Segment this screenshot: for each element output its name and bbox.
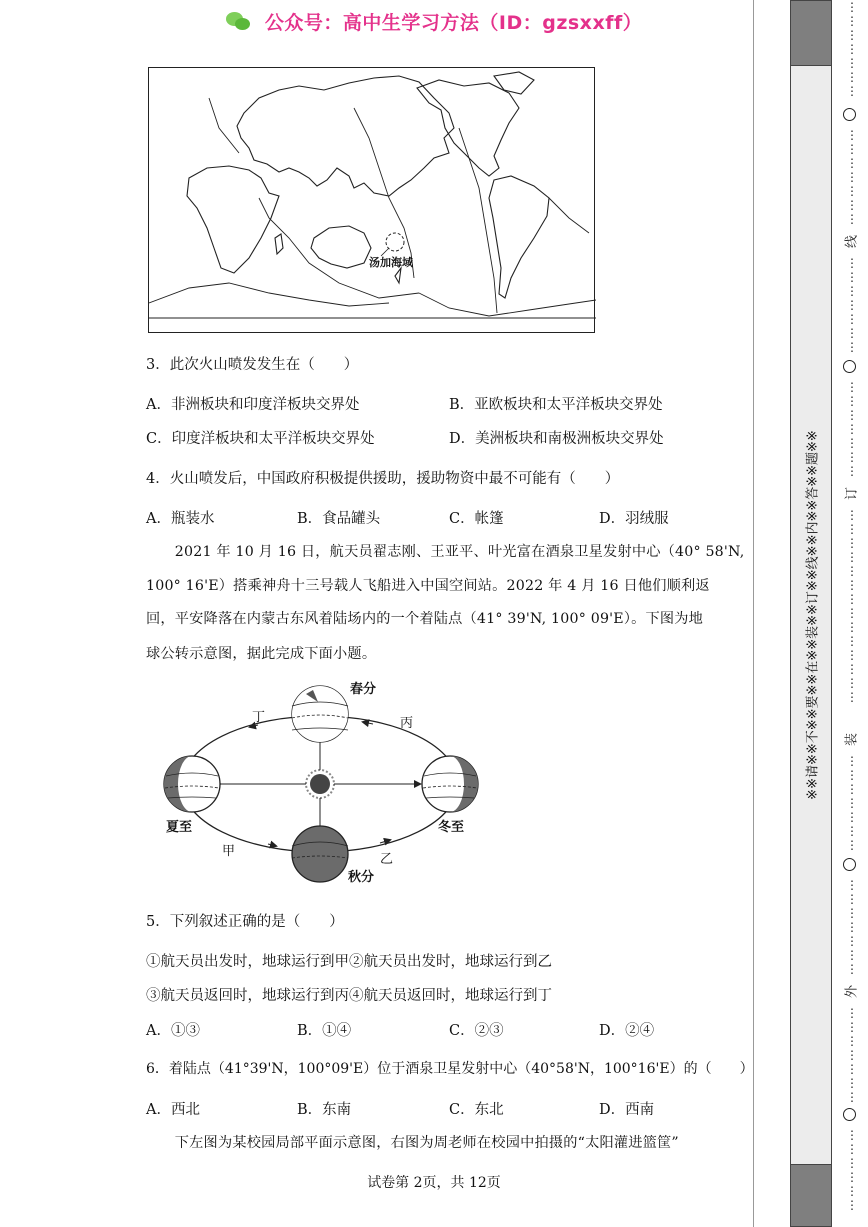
page-footer: 试卷第 2页，共 12页 <box>367 1175 501 1191</box>
q6-stem: 6．着陆点（41°39'N，100°09'E）位于酒泉卫星发射中心（40°58'N，100°16'E）的（ ） <box>146 1061 754 1077</box>
tonga-label: 汤加海域 <box>369 256 413 269</box>
binding-circle-1 <box>843 108 856 121</box>
q3-option-a[interactable]: A．非洲板块和印度洋板块交界处 <box>146 397 360 413</box>
binding-char-zhuang: 装 <box>844 733 860 747</box>
passage-line-4: 球公转示意图，据此完成下面小题。 <box>146 646 377 662</box>
q5-option-b[interactable]: B．①④ <box>297 1023 352 1039</box>
earth-autumn <box>292 826 348 882</box>
seal-strip-bottom <box>790 1164 832 1227</box>
binding-circle-2 <box>843 360 856 373</box>
binding-line <box>838 0 866 1227</box>
q5-option-c[interactable]: C．②③ <box>449 1023 504 1039</box>
q3-option-b[interactable]: B．亚欧板块和太平洋板块交界处 <box>449 397 663 413</box>
dots-4: ⋮ ⋮ ⋮ ⋮ ⋮ ⋮ ⋮ <box>846 380 858 478</box>
next-passage: 下左图为某校园局部平面示意图，右图为周老师在校园中拍摄的“太阳灌进篮筐” <box>146 1135 679 1151</box>
earth-orbit-diagram <box>158 676 484 886</box>
q5-statement-1: ①航天员出发时，地球运行到甲②航天员出发时，地球运行到乙 <box>146 954 552 970</box>
q5-statement-2: ③航天员返回时，地球运行到丙④航天员返回时，地球运行到丁 <box>146 988 552 1004</box>
binding-circle-4 <box>843 1108 856 1121</box>
label-summer: 夏至 <box>166 820 193 835</box>
no-answer-warning: ※※请※※不※※要※※在※※装※※订※※线※※内※※答※※题※※ <box>805 430 821 800</box>
earth-winter <box>422 756 478 812</box>
page-edge-line <box>753 0 754 1227</box>
orbit-drawing <box>158 676 484 886</box>
dots-9: ⋮ ⋮ ⋮ ⋮ ⋮ ⋮ <box>846 1128 858 1212</box>
dots-7: ⋮ ⋮ ⋮ ⋮ ⋮ ⋮ ⋮ <box>846 878 858 976</box>
dots-1: ⋮ ⋮ ⋮ ⋮ ⋮ ⋮ ⋮ <box>846 0 858 98</box>
earth-spring <box>292 686 348 742</box>
passage-line-3: 回，平安降落在内蒙古东风着陆场内的一个着陆点（41° 39'N, 100° 09'E）。下图为地 <box>146 611 704 627</box>
q5-stem: 5．下列叙述正确的是（ ） <box>146 914 344 930</box>
q5-option-d[interactable]: D．②④ <box>599 1023 655 1039</box>
dots-8: ⋮ ⋮ ⋮ ⋮ ⋮ ⋮ ⋮ <box>846 1006 858 1104</box>
label-jia: 甲 <box>222 844 236 859</box>
label-yi: 乙 <box>380 852 394 867</box>
q4-option-b[interactable]: B．食品罐头 <box>297 511 381 527</box>
dots-6: ⋮ ⋮ ⋮ ⋮ ⋮ ⋮ ⋮ <box>846 754 858 852</box>
wechat-icon <box>226 11 252 33</box>
label-bing: 丙 <box>400 716 414 731</box>
q6-option-b[interactable]: B．东南 <box>297 1102 352 1118</box>
map-drawing <box>149 68 596 334</box>
binding-char-ding: 订 <box>844 487 860 501</box>
q3-option-d[interactable]: D．美洲板块和南极洲板块交界处 <box>449 431 664 447</box>
label-winter: 冬至 <box>438 820 465 835</box>
label-spring: 春分 <box>350 682 377 697</box>
binding-char-wai: 外 <box>844 985 860 999</box>
q3-stem: 3．此次火山喷发发生在（ ） <box>146 357 359 373</box>
seal-strip-top <box>790 0 832 66</box>
q6-option-c[interactable]: C．东北 <box>449 1102 504 1118</box>
q4-option-c[interactable]: C．帐篷 <box>449 511 504 527</box>
label-autumn: 秋分 <box>348 870 375 885</box>
dots-5: ⋮ ⋮ ⋮ ⋮ ⋮ ⋮ ⋮ ⋮ ⋮ ⋮ ⋮ ⋮ ⋮ ⋮ <box>846 508 858 704</box>
header-banner <box>0 8 868 40</box>
q6-option-d[interactable]: D．西南 <box>599 1102 655 1118</box>
q5-option-a[interactable]: A．①③ <box>146 1023 200 1039</box>
q4-option-d[interactable]: D．羽绒服 <box>599 511 669 527</box>
dots-2: ⋮ ⋮ ⋮ ⋮ ⋮ ⋮ ⋮ <box>846 128 858 226</box>
passage-line-2: 100° 16'E）搭乘神舟十三号载人飞船进入中国空间站。2022 年 4 月 16 日他们顺利返 <box>146 578 710 594</box>
q4-stem: 4．火山喷发后，中国政府积极提供援助，援助物资中最不可能有（ ） <box>146 471 620 487</box>
q4-option-a[interactable]: A．瓶装水 <box>146 511 215 527</box>
seal-strip <box>790 0 832 1227</box>
world-plate-map <box>148 67 595 333</box>
header-text: 公众号：高中生学习方法（ID：gzsxxff） <box>264 12 643 34</box>
q6-option-a[interactable]: A．西北 <box>146 1102 200 1118</box>
q3-option-c[interactable]: C．印度洋板块和太平洋板块交界处 <box>146 431 375 447</box>
binding-char-xian: 线 <box>844 235 860 249</box>
dots-3: ⋮ ⋮ ⋮ ⋮ ⋮ ⋮ ⋮ <box>846 256 858 354</box>
earth-summer <box>164 756 220 812</box>
label-ding: 丁 <box>252 710 266 725</box>
passage-line-1: 2021 年 10 月 16 日，航天员翟志刚、王亚平、叶光富在酒泉卫星发射中心（40° 58'N, <box>146 544 745 560</box>
binding-circle-3 <box>843 858 856 871</box>
